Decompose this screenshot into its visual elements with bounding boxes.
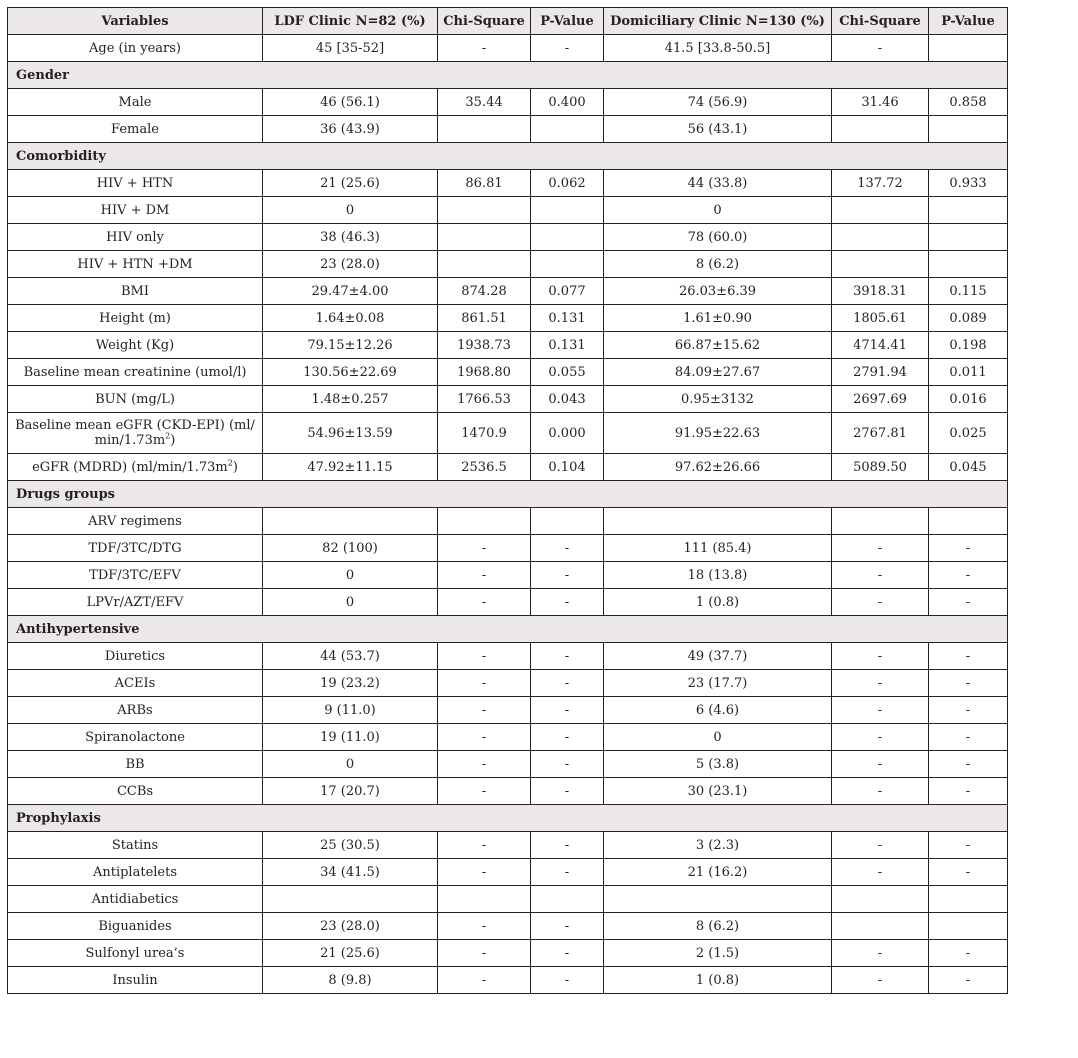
chi-square-ldf-cell (438, 508, 531, 535)
section-label: Prophylaxis (8, 805, 1008, 832)
p-value-domiciliary-cell: - (929, 535, 1008, 562)
p-value-domiciliary-cell: - (929, 562, 1008, 589)
chi-square-ldf-cell (438, 251, 531, 278)
variable-cell: ACEIs (8, 670, 263, 697)
chi-square-ldf-cell (438, 116, 531, 143)
table-row (8, 116, 1008, 143)
domiciliary-clinic-cell: 30 (23.1) (604, 778, 832, 805)
p-value-ldf-cell: 0.077 (531, 278, 604, 305)
domiciliary-clinic-cell: 74 (56.9) (604, 89, 832, 116)
variable-cell: BB (8, 751, 263, 778)
domiciliary-clinic-cell: 56 (43.1) (604, 116, 832, 143)
table-row (8, 589, 1008, 616)
variable-cell: Age (in years) (8, 35, 263, 62)
p-value-ldf-cell: 0.055 (531, 359, 604, 386)
p-value-domiciliary-cell: 0.045 (929, 454, 1008, 481)
ldf-clinic-cell: 38 (46.3) (263, 224, 438, 251)
variable-cell: ARBs (8, 697, 263, 724)
chi-square-ldf-cell: - (438, 859, 531, 886)
table-row (8, 562, 1008, 589)
domiciliary-clinic-cell: 3 (2.3) (604, 832, 832, 859)
p-value-domiciliary-cell: - (929, 967, 1008, 994)
chi-square-domiciliary-cell: - (832, 940, 929, 967)
table-row (8, 224, 1008, 251)
chi-square-ldf-cell: - (438, 697, 531, 724)
domiciliary-clinic-cell: 8 (6.2) (604, 251, 832, 278)
ldf-clinic-cell: 21 (25.6) (263, 940, 438, 967)
table-row (8, 886, 1008, 913)
p-value-domiciliary-cell (929, 913, 1008, 940)
header-p-value-domiciliary: P-Value (929, 8, 1008, 35)
ldf-clinic-cell: 79.15±12.26 (263, 332, 438, 359)
variable-label: Baseline mean eGFR (CKD-EPI) (ml/ min/1.73m (15, 418, 255, 448)
variable-cell: Sulfonyl urea’s (8, 940, 263, 967)
domiciliary-clinic-cell: 26.03±6.39 (604, 278, 832, 305)
variable-cell: Insulin (8, 967, 263, 994)
p-value-ldf-cell: - (531, 967, 604, 994)
variable-cell (8, 454, 263, 481)
table-row (8, 197, 1008, 224)
domiciliary-clinic-cell (604, 508, 832, 535)
section-row (8, 481, 1008, 508)
domiciliary-clinic-cell: 0 (604, 197, 832, 224)
p-value-domiciliary-cell: - (929, 778, 1008, 805)
chi-square-domiciliary-cell: 2791.94 (832, 359, 929, 386)
p-value-domiciliary-cell (929, 116, 1008, 143)
ldf-clinic-cell: 34 (41.5) (263, 859, 438, 886)
p-value-domiciliary-cell: - (929, 832, 1008, 859)
p-value-ldf-cell: 0.131 (531, 305, 604, 332)
ldf-clinic-cell: 21 (25.6) (263, 170, 438, 197)
p-value-domiciliary-cell: 0.089 (929, 305, 1008, 332)
p-value-domiciliary-cell (929, 508, 1008, 535)
ldf-clinic-cell: 25 (30.5) (263, 832, 438, 859)
p-value-ldf-cell: - (531, 589, 604, 616)
ldf-clinic-cell: 45 [35-52] (263, 35, 438, 62)
chi-square-ldf-cell: 1470.9 (438, 413, 531, 454)
p-value-ldf-cell: - (531, 535, 604, 562)
chi-square-ldf-cell: 874.28 (438, 278, 531, 305)
p-value-domiciliary-cell (929, 224, 1008, 251)
domiciliary-clinic-cell: 66.87±15.62 (604, 332, 832, 359)
header-variables: Variables (8, 8, 263, 35)
ldf-clinic-cell: 0 (263, 197, 438, 224)
variable-label-end: ) (232, 459, 238, 475)
section-label: Antihypertensive (8, 616, 1008, 643)
p-value-domiciliary-cell: - (929, 859, 1008, 886)
p-value-domiciliary-cell: - (929, 751, 1008, 778)
domiciliary-clinic-cell: 8 (6.2) (604, 913, 832, 940)
section-row (8, 616, 1008, 643)
variable-cell: HIV + HTN (8, 170, 263, 197)
p-value-ldf-cell (531, 224, 604, 251)
ldf-clinic-cell: 47.92±11.15 (263, 454, 438, 481)
chi-square-domiciliary-cell (832, 913, 929, 940)
chi-square-ldf-cell: - (438, 967, 531, 994)
chi-square-ldf-cell: - (438, 35, 531, 62)
p-value-domiciliary-cell: 0.016 (929, 386, 1008, 413)
p-value-ldf-cell: - (531, 35, 604, 62)
variable-cell: HIV + DM (8, 197, 263, 224)
p-value-ldf-cell: - (531, 913, 604, 940)
p-value-domiciliary-cell: - (929, 643, 1008, 670)
variable-cell: Baseline mean creatinine (umol/l) (8, 359, 263, 386)
variable-cell: Weight (Kg) (8, 332, 263, 359)
section-row (8, 805, 1008, 832)
p-value-ldf-cell: 0.000 (531, 413, 604, 454)
chi-square-domiciliary-cell: 31.46 (832, 89, 929, 116)
domiciliary-clinic-cell: 44 (33.8) (604, 170, 832, 197)
p-value-domiciliary-cell: - (929, 670, 1008, 697)
domiciliary-clinic-cell: 0 (604, 724, 832, 751)
domiciliary-clinic-cell: 18 (13.8) (604, 562, 832, 589)
table-row (8, 913, 1008, 940)
ldf-clinic-cell: 23 (28.0) (263, 251, 438, 278)
domiciliary-clinic-cell: 91.95±22.63 (604, 413, 832, 454)
chi-square-domiciliary-cell: - (832, 751, 929, 778)
variable-label-end: ) (170, 433, 176, 448)
header-p-value-ldf: P-Value (531, 8, 604, 35)
variable-cell: TDF/3TC/DTG (8, 535, 263, 562)
variable-cell: Spiranolactone (8, 724, 263, 751)
p-value-ldf-cell (531, 251, 604, 278)
p-value-ldf-cell: 0.104 (531, 454, 604, 481)
variable-cell: Diuretics (8, 643, 263, 670)
ldf-clinic-cell: 8 (9.8) (263, 967, 438, 994)
p-value-domiciliary-cell: 0.025 (929, 413, 1008, 454)
p-value-domiciliary-cell: 0.858 (929, 89, 1008, 116)
table-row (8, 170, 1008, 197)
chi-square-domiciliary-cell: - (832, 859, 929, 886)
ldf-clinic-cell: 19 (11.0) (263, 724, 438, 751)
chi-square-domiciliary-cell (832, 886, 929, 913)
ldf-clinic-cell: 1.64±0.08 (263, 305, 438, 332)
chi-square-ldf-cell: 1938.73 (438, 332, 531, 359)
p-value-ldf-cell: 0.131 (531, 332, 604, 359)
superscript: 2 (165, 431, 171, 441)
p-value-domiciliary-cell: - (929, 697, 1008, 724)
ldf-clinic-cell: 82 (100) (263, 535, 438, 562)
ldf-clinic-cell: 0 (263, 751, 438, 778)
ldf-clinic-cell: 29.47±4.00 (263, 278, 438, 305)
ldf-clinic-cell: 36 (43.9) (263, 116, 438, 143)
p-value-ldf-cell: - (531, 670, 604, 697)
variable-cell: Height (m) (8, 305, 263, 332)
table-row (8, 940, 1008, 967)
domiciliary-clinic-cell: 78 (60.0) (604, 224, 832, 251)
header-chi-square-ldf: Chi-Square (438, 8, 531, 35)
chi-square-domiciliary-cell: 137.72 (832, 170, 929, 197)
chi-square-domiciliary-cell (832, 251, 929, 278)
table-row (8, 670, 1008, 697)
p-value-domiciliary-cell: 0.933 (929, 170, 1008, 197)
table-row (8, 359, 1008, 386)
chi-square-domiciliary-cell: 4714.41 (832, 332, 929, 359)
chi-square-domiciliary-cell (832, 508, 929, 535)
p-value-ldf-cell: - (531, 832, 604, 859)
p-value-domiciliary-cell: 0.011 (929, 359, 1008, 386)
chi-square-ldf-cell: 861.51 (438, 305, 531, 332)
header-domiciliary-clinic: Domiciliary Clinic N=130 (%) (604, 8, 832, 35)
table-row (8, 859, 1008, 886)
section-row (8, 143, 1008, 170)
ldf-clinic-cell (263, 886, 438, 913)
table-body (8, 35, 1008, 994)
p-value-ldf-cell: - (531, 724, 604, 751)
chi-square-ldf-cell: - (438, 751, 531, 778)
section-row (8, 62, 1008, 89)
variable-label: eGFR (MDRD) (ml/min/1.73m (32, 459, 228, 475)
domiciliary-clinic-cell: 21 (16.2) (604, 859, 832, 886)
chi-square-domiciliary-cell: - (832, 967, 929, 994)
p-value-ldf-cell: - (531, 859, 604, 886)
p-value-domiciliary-cell: - (929, 724, 1008, 751)
chi-square-domiciliary-cell: - (832, 670, 929, 697)
domiciliary-clinic-cell: 84.09±27.67 (604, 359, 832, 386)
variable-cell: HIV only (8, 224, 263, 251)
table-row (8, 332, 1008, 359)
domiciliary-clinic-cell: 97.62±26.66 (604, 454, 832, 481)
ldf-clinic-cell: 0 (263, 589, 438, 616)
variable-cell: BUN (mg/L) (8, 386, 263, 413)
table-row (8, 35, 1008, 62)
chi-square-ldf-cell: 86.81 (438, 170, 531, 197)
table-row (8, 724, 1008, 751)
p-value-domiciliary-cell (929, 886, 1008, 913)
table-row (8, 697, 1008, 724)
variable-cell: Female (8, 116, 263, 143)
variable-cell: Statins (8, 832, 263, 859)
table-row (8, 278, 1008, 305)
p-value-ldf-cell (531, 116, 604, 143)
ldf-clinic-cell: 23 (28.0) (263, 913, 438, 940)
ldf-clinic-cell: 44 (53.7) (263, 643, 438, 670)
chi-square-domiciliary-cell (832, 224, 929, 251)
chi-square-domiciliary-cell: 1805.61 (832, 305, 929, 332)
chi-square-domiciliary-cell: 2767.81 (832, 413, 929, 454)
table-row (8, 778, 1008, 805)
p-value-domiciliary-cell (929, 197, 1008, 224)
section-label: Drugs groups (8, 481, 1008, 508)
chi-square-ldf-cell: - (438, 535, 531, 562)
p-value-ldf-cell (531, 197, 604, 224)
ldf-clinic-cell: 0 (263, 562, 438, 589)
chi-square-ldf-cell: - (438, 832, 531, 859)
domiciliary-clinic-cell: 2 (1.5) (604, 940, 832, 967)
chi-square-ldf-cell (438, 886, 531, 913)
chi-square-domiciliary-cell: 2697.69 (832, 386, 929, 413)
ldf-clinic-cell (263, 508, 438, 535)
chi-square-domiciliary-cell: - (832, 535, 929, 562)
chi-square-ldf-cell: - (438, 643, 531, 670)
chi-square-domiciliary-cell: - (832, 778, 929, 805)
domiciliary-clinic-cell: 6 (4.6) (604, 697, 832, 724)
table-row (8, 508, 1008, 535)
header-row (8, 8, 1008, 35)
chi-square-ldf-cell: - (438, 778, 531, 805)
variable-cell: LPVr/AZT/EFV (8, 589, 263, 616)
chi-square-ldf-cell: - (438, 670, 531, 697)
chi-square-domiciliary-cell: - (832, 697, 929, 724)
chi-square-ldf-cell: 2536.5 (438, 454, 531, 481)
chi-square-domiciliary-cell: - (832, 35, 929, 62)
variable-cell: BMI (8, 278, 263, 305)
table-row (8, 251, 1008, 278)
domiciliary-clinic-cell: 49 (37.7) (604, 643, 832, 670)
chi-square-ldf-cell: 35.44 (438, 89, 531, 116)
variable-cell (8, 413, 263, 454)
p-value-domiciliary-cell: 0.115 (929, 278, 1008, 305)
domiciliary-clinic-cell: 1 (0.8) (604, 967, 832, 994)
p-value-domiciliary-cell: 0.198 (929, 332, 1008, 359)
chi-square-domiciliary-cell: - (832, 643, 929, 670)
chi-square-ldf-cell: 1968.80 (438, 359, 531, 386)
superscript: 2 (227, 458, 233, 468)
domiciliary-clinic-cell: 1 (0.8) (604, 589, 832, 616)
chi-square-ldf-cell: - (438, 940, 531, 967)
p-value-ldf-cell: 0.043 (531, 386, 604, 413)
p-value-domiciliary-cell (929, 251, 1008, 278)
ldf-clinic-cell: 130.56±22.69 (263, 359, 438, 386)
table-row (8, 643, 1008, 670)
table-row (8, 386, 1008, 413)
variable-cell: Biguanides (8, 913, 263, 940)
domiciliary-clinic-cell (604, 886, 832, 913)
p-value-ldf-cell: - (531, 643, 604, 670)
chi-square-ldf-cell: - (438, 724, 531, 751)
chi-square-domiciliary-cell: - (832, 562, 929, 589)
chi-square-domiciliary-cell: - (832, 832, 929, 859)
table-row (8, 535, 1008, 562)
variable-cell: Male (8, 89, 263, 116)
ldf-clinic-cell: 1.48±0.257 (263, 386, 438, 413)
p-value-domiciliary-cell (929, 35, 1008, 62)
p-value-domiciliary-cell: - (929, 589, 1008, 616)
p-value-ldf-cell (531, 508, 604, 535)
ldf-clinic-cell: 54.96±13.59 (263, 413, 438, 454)
p-value-domiciliary-cell: - (929, 940, 1008, 967)
chi-square-domiciliary-cell: - (832, 724, 929, 751)
chi-square-domiciliary-cell: 5089.50 (832, 454, 929, 481)
p-value-ldf-cell: - (531, 697, 604, 724)
p-value-ldf-cell: - (531, 562, 604, 589)
domiciliary-clinic-cell: 5 (3.8) (604, 751, 832, 778)
chi-square-domiciliary-cell: 3918.31 (832, 278, 929, 305)
ldf-clinic-cell: 17 (20.7) (263, 778, 438, 805)
domiciliary-clinic-cell: 0.95±3132 (604, 386, 832, 413)
chi-square-ldf-cell: 1766.53 (438, 386, 531, 413)
ldf-clinic-cell: 9 (11.0) (263, 697, 438, 724)
variable-cell: ARV regimens (8, 508, 263, 535)
results-table (7, 7, 1008, 994)
table-row (8, 967, 1008, 994)
header-ldf-clinic: LDF Clinic N=82 (%) (263, 8, 438, 35)
chi-square-ldf-cell (438, 197, 531, 224)
chi-square-ldf-cell: - (438, 562, 531, 589)
variable-cell: TDF/3TC/EFV (8, 562, 263, 589)
domiciliary-clinic-cell: 1.61±0.90 (604, 305, 832, 332)
ldf-clinic-cell: 19 (23.2) (263, 670, 438, 697)
p-value-ldf-cell: - (531, 778, 604, 805)
table-row (8, 832, 1008, 859)
chi-square-ldf-cell (438, 224, 531, 251)
section-label: Comorbidity (8, 143, 1008, 170)
variable-cell: Antiplatelets (8, 859, 263, 886)
table-row (8, 413, 1008, 454)
p-value-ldf-cell (531, 886, 604, 913)
p-value-ldf-cell: 0.400 (531, 89, 604, 116)
domiciliary-clinic-cell: 23 (17.7) (604, 670, 832, 697)
chi-square-domiciliary-cell: - (832, 589, 929, 616)
ldf-clinic-cell: 46 (56.1) (263, 89, 438, 116)
variable-cell: Antidiabetics (8, 886, 263, 913)
domiciliary-clinic-cell: 111 (85.4) (604, 535, 832, 562)
variable-cell: HIV + HTN +DM (8, 251, 263, 278)
p-value-ldf-cell: - (531, 940, 604, 967)
p-value-ldf-cell: - (531, 751, 604, 778)
header-chi-square-domiciliary: Chi-Square (832, 8, 929, 35)
chi-square-domiciliary-cell (832, 197, 929, 224)
section-label: Gender (8, 62, 1008, 89)
table-row (8, 305, 1008, 332)
table-row (8, 751, 1008, 778)
chi-square-domiciliary-cell (832, 116, 929, 143)
p-value-ldf-cell: 0.062 (531, 170, 604, 197)
table-row (8, 454, 1008, 481)
table-row (8, 89, 1008, 116)
chi-square-ldf-cell: - (438, 589, 531, 616)
domiciliary-clinic-cell: 41.5 [33.8-50.5] (604, 35, 832, 62)
variable-cell: CCBs (8, 778, 263, 805)
chi-square-ldf-cell: - (438, 913, 531, 940)
